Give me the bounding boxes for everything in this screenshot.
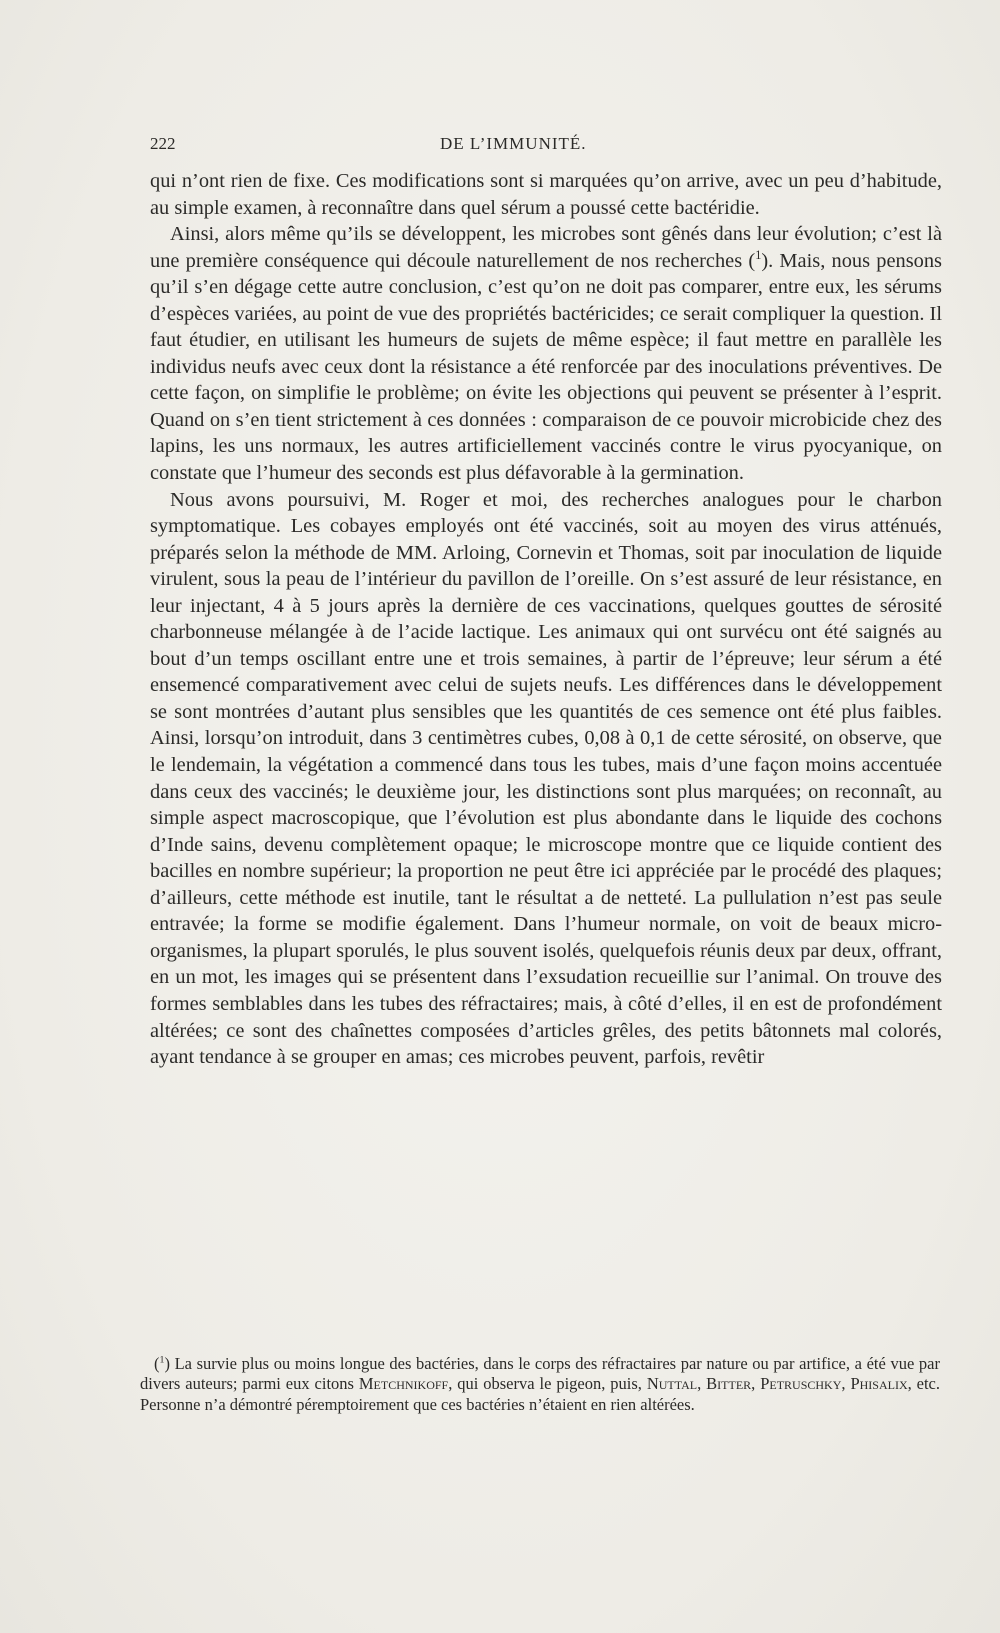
footnote-text-2: , qui observa le pigeon, puis, [448,1374,647,1394]
paragraph-3 [150,487,942,1071]
paragraph-1-text: qui n’ont rien de fixe. Ces modifications sont si marquées qu’on arrive, avec un peu d’habitude, au simple examen, à reconnaître dans quel sérum a poussé cette bactéridie. [150,170,942,219]
page-number: 222 [150,134,176,153]
body-text [150,168,942,1071]
footnotes [140,1354,940,1415]
author-name-nuttal: Nuttal [646,1374,698,1394]
author-name-bitter: Bitter [706,1374,752,1394]
page-header [150,134,940,162]
footnote-separator-1: , [697,1374,707,1394]
paragraph-1 [150,168,942,221]
paragraph-3-text: Nous avons poursuivi, M. Roger et moi, des recherches analogues pour le charbon symptomatique. Les cobayes employés ont été vaccinés, soit au moyen des virus atténués, préparés selon la méthode de MM. Arloing, Cornevin et Thomas, soit par inoculation de liquide virulent, sous la peau de l’intérieur du pavillon de l’oreille. On s’est assuré de leur résistance, en leur injectant, 4 à 5 jours après la dernière de ces vaccinations, quelques gouttes de sérosité charbonneuse mélangée à de l’acide lactique. Les animaux qui ont survécu ont été saignés au bout d’un temps oscillant entre une et trois semaines, à partir de l’épreuve; leur sérum a été ensemencé comparativement avec celui de sujets neufs. Les différences dans le développement se sont montrées d’autant plus sensibles que les quantités de ces semence ont été plus faibles. Ainsi, lorsqu’on introduit, dans 3 centimètres cubes, 0,08 à 0,1 de cette sérosité, on observe, que le lendemain, la végétation a commencé dans tous les tubes, mais d’une façon moins accentuée dans ceux des vaccinés; le deuxième jour, les distinctions sont plus marquées; on reconnaît, au simple aspect macroscopique, que l’évolution est plus abondante dans le liquide des cochons d’Inde sains, devenu complètement opaque; le microscope montre que ce liquide contient des bacilles en nombre supérieur; la proportion ne peut être ici appréciée par le procédé des plaques; d’ailleurs, cette méthode est inutile, tant le résultat a de netteté. La pullulation n’est pas seule entravée; la forme se modifie également. Dans l’humeur normale, on voit de beaux micro-organismes, la plupart sporulés, le plus souvent isolés, quelquefois réunis deux par deux, offrant, en un mot, les images qui se présentent dans l’exsudation recueillie sur l’animal. On trouve des formes semblables dans les tubes des réfractaires; mais, à côté d’elles, il en est de profondément altérées; ce sont des chaînettes composées d’articles grêles, des petits bâtonnets mal colorés, ayant tendance à se grouper en amas; ces microbes peuvent, parfois, revêtir [150,488,942,1069]
paragraph-2-text-b: ). Mais, nous pensons qu’il s’en dégage cette autre conclusion, c’est qu’on ne doit pas comparer, entre eux, les sérums d’espèces variées, au point de vue des propriétés bactéricides; ce serait compliquer la question. Il faut étudier, en utilisant les humeurs de sujets de même espèce; il faut mettre en parallèle les individus neufs avec ceux dont la résistance a été renforcée par des inoculations préventives. De cette façon, on simplifie le problème; on évite les objections qui peuvent se présenter à l’esprit. Quand on s’en tient strictement à ces données : comparaison de ce pouvoir microbicide chez des lapins, les uns normaux, les autres artificiellement vaccinés contre le virus pyocyanique, on constate que l’humeur des seconds est plus défavorable à la germination. [150,249,942,485]
footnote-1: ($^1$) La survie plus ou moins longue des bactéries, dans le corps des réfractaires par nature ou par artifice, a été vue par divers auteurs; parmi eux citons Metchnikoff, qui observa le pigeon, puis, Nuttal, Bitter, Petruschky, Phisalix, etc. Personne n’a démontré péremptoirement que ces bactéries n’étaient en rien altérées. [140,1354,941,1414]
footnote-text-1: La survie plus ou moins longue des bactéries, dans le corps des réfractaires par nature ou par artifice, a été vue par divers auteurs; parmi eux citons [140,1354,940,1394]
footnote-text-3: , etc. Personne n’a démontré péremptoirement que ces bactéries n’étaient en rien altérées. [140,1374,941,1414]
footnote-separator-2: , [751,1374,761,1394]
footnote-separator-3: , [841,1374,851,1394]
paragraph-2-text-a: Ainsi, alors même qu’ils se développent, les microbes sont gênés dans leur évolution; c’est là une première conséquence qui découle naturellement de nos recherches ( [150,223,942,272]
footnote-marker: 1 [159,1354,165,1366]
author-name-petruschky: Petruschky [760,1374,842,1394]
author-name-phisalix: Phisalix [850,1374,908,1394]
footnote-reference[interactable]: 1 [755,247,762,262]
paragraph-2 [150,221,942,486]
author-name-metchnikoff: Metchnikoff [358,1374,449,1394]
running-head: DE L’IMMUNITÉ. [440,134,587,153]
